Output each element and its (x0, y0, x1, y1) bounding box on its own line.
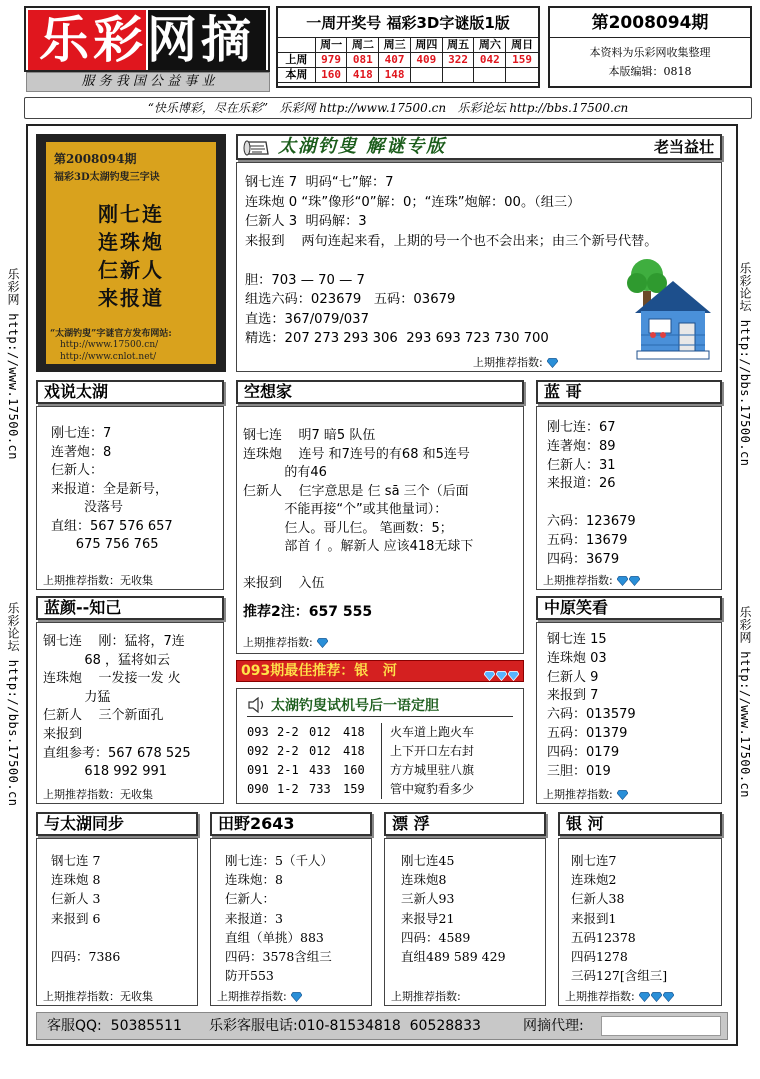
side-right-top: 乐彩论坛 http://bbs.17500.cn (738, 262, 752, 467)
shiji-row (247, 780, 511, 799)
text-line: 四码：4589 (401, 929, 471, 945)
text-line: 刚七连：5（千人） (225, 853, 333, 868)
draw-table-cell: 979 (316, 53, 348, 67)
side-right-bottom: 乐彩网 http://www.17500.cn (738, 606, 752, 798)
text-line: 仨新人 3 (51, 891, 101, 907)
text-line: 六码：013579 (547, 707, 636, 723)
shiji-sj: 2-1 (277, 763, 299, 777)
kongxiang-rating: 上期推荐指数: (243, 636, 313, 649)
text-line: 组选六码：023679 五码：03679 (245, 292, 456, 307)
issue-number: 第2008094期 (550, 8, 750, 38)
text-line: 连珠炮 03 (547, 650, 607, 666)
draw-table-cell: 周四 (411, 38, 443, 52)
text-line: 来报到 入伍 (243, 576, 325, 591)
issue-editor: 本版编辑：0818 (608, 65, 692, 78)
draw-table-cell (443, 68, 475, 82)
side-left-top: 乐彩网 http://www.17500.cn (6, 268, 20, 460)
text-line: 直选：367/079/037 (245, 311, 369, 327)
draw-table-cell: 159 (512, 53, 533, 66)
section-lanyan-body (36, 622, 224, 804)
text-line: 连珠炮 连号 和7连号的有68 和5连号 (243, 446, 470, 462)
draw-table-cell: 148 (379, 68, 411, 82)
shiji-kj: 160 (343, 763, 365, 777)
text-line: 675 756 765 (51, 537, 159, 552)
poem-issue: 第2008094期 (54, 152, 137, 166)
draw-table-cell: 周一 (316, 38, 348, 52)
text-line: 仨新人 三个新面孔 (43, 708, 164, 724)
diamond-icon (317, 638, 328, 648)
section-zhongyuan-header: 中原笑看 (536, 596, 722, 620)
section-yinhe-body (558, 838, 722, 1006)
draw-table-cell: 407 (379, 53, 411, 67)
section-zhongyuan-body (536, 622, 722, 804)
diamond-icon (496, 671, 507, 681)
main-header (236, 134, 722, 160)
text-line: 来报道：全是新号， (51, 481, 169, 497)
issue-note: 本资料为乐彩网收集整理 (589, 46, 711, 59)
text-line: 连著炮：8 (51, 444, 112, 460)
kongxiang-bold: 推荐2注：657 555 (243, 604, 373, 620)
text-line: 胆：703 — 70 — 7 (245, 272, 365, 288)
poem-line: 仨新人 (98, 258, 164, 282)
text-line: 钢七连 7 (51, 853, 101, 868)
main-title: 太湖钓叟 解谜专版 (278, 136, 447, 157)
text-line: 仨新人 3 明码解：3 (245, 214, 367, 229)
text-line: 四码：7386 (51, 948, 121, 964)
text-line: 精选：207 273 293 306 293 693 723 730 700 (245, 331, 549, 346)
text-line: 四码：3679 (547, 551, 620, 567)
draw-table-cell: 周二 (347, 38, 379, 52)
text-line: 三码127[含组三] (571, 968, 668, 984)
draw-table-cell: 上周 (278, 53, 316, 67)
draw-table (276, 6, 540, 88)
section-lange-header: 蓝 哥 (536, 380, 722, 404)
lange-rating: 上期推荐指数: (543, 574, 613, 587)
logo-text: 乐彩网摘 (39, 10, 255, 69)
yinhe-rating: 上期推荐指数: (565, 990, 635, 1003)
main-body (236, 162, 722, 372)
text-line: 刚七连：67 (547, 420, 616, 435)
section-tianye-body (210, 838, 372, 1006)
draw-table-cell (506, 68, 538, 82)
text-line: 刚七连：7 (51, 426, 112, 441)
shiji-sj: 2-2 (277, 725, 299, 739)
text-line: 没落号 (51, 500, 124, 515)
text-line: 五码12378 (571, 929, 636, 945)
draw-table-title: 一周开奖号 福彩3D字谜版1版 (278, 8, 538, 38)
diamond-icon (508, 671, 519, 681)
text-line: 刚七连45 (401, 853, 455, 868)
shiji-id: 090 (247, 782, 269, 796)
section-kongxiang-header: 空想家 (236, 380, 524, 404)
lanyan-rating: 上期推荐指数：无收集 (43, 788, 153, 801)
text-line: 连珠炮 一发接一发 火 (43, 671, 181, 687)
section-piaofu-body (384, 838, 546, 1006)
section-kongxiang-body (236, 406, 524, 654)
side-left-bottom: 乐彩论坛 http://bbs.17500.cn (6, 602, 20, 807)
shiji-num: 012 (309, 725, 331, 739)
diamond-icon (617, 576, 628, 586)
text-line: 仨新人 仨字意思是 仨 sā 三个（后面 (243, 483, 469, 499)
diamond-icon (291, 992, 302, 1002)
text-line: 来报到 两句连起来看，上期的号一个也不会出来；由三个新号代替。 (245, 233, 658, 249)
draw-table-cell: 409 (411, 53, 443, 67)
shiji-hint: 上下开口左右封 (381, 742, 511, 761)
main-rating-label: 上期推荐指数: (473, 356, 543, 369)
text-line: 力猛 (43, 689, 111, 705)
poem-line: 来报道 (98, 286, 164, 310)
poem-line: 连珠炮 (98, 230, 164, 254)
tianye-rating: 上期推荐指数: (217, 990, 287, 1003)
text-line: 五码：01379 (547, 725, 628, 741)
footer (36, 1012, 728, 1040)
diamond-icon (547, 358, 558, 368)
text-line: 不能再接“个”或其他量词）： (243, 502, 448, 517)
shiji-id: 092 (247, 744, 269, 758)
shiji-title: 太湖钓叟试机号后一语定胆 (271, 698, 439, 714)
text-line (245, 251, 657, 271)
text-line: 仨新人：31 (547, 457, 616, 473)
text-line: 来报到 6 (51, 910, 101, 926)
text-line (547, 494, 636, 513)
text-line: 连珠炮8 (401, 872, 447, 888)
draw-table-row (278, 68, 538, 83)
agent-field[interactable] (601, 1016, 721, 1036)
house-icon (623, 253, 713, 363)
section-lange-body (536, 406, 722, 590)
text-line: 六码：123679 (547, 513, 636, 529)
diamond-icon (663, 992, 674, 1002)
poem-subtitle: 福彩3D太湖钓叟三字诀 (54, 172, 160, 183)
draw-table-cell: 周日 (511, 38, 534, 51)
text-line: 部首 亻。解新人 应该418无球下 (243, 539, 474, 554)
shiji-num: 012 (309, 744, 331, 758)
piaofu-rating: 上期推荐指数: (391, 990, 461, 1003)
draw-table-cell: 周三 (379, 38, 411, 52)
tagline: “快乐博彩，尽在乐彩” 乐彩网 http://www.17500.cn 乐彩论坛 http://bbs.17500.cn (24, 97, 752, 119)
shiji-kj: 418 (343, 725, 365, 739)
text-line: 直组：567 576 657 (51, 518, 173, 534)
shiji-hint: 方方城里驻八旗 (381, 761, 511, 780)
draw-table-cell (411, 68, 443, 82)
text-line (243, 557, 473, 576)
text-line: 来报导21 (401, 910, 455, 926)
text-line: 仨新人： (51, 463, 104, 478)
xishuo-rating: 上期推荐指数：无收集 (43, 574, 153, 587)
shiji-id: 091 (247, 763, 269, 777)
footer-agent: 网摘代理: (523, 1018, 584, 1034)
section-xishuo-header: 戏说太湖 (36, 380, 224, 404)
text-line: 四码：0179 (547, 744, 620, 760)
section-yinhe-header: 银 河 (558, 812, 722, 836)
draw-table-row (278, 53, 538, 68)
text-line: 来报到 (43, 726, 83, 742)
footer-phone: 乐彩客服电话:010-81534818 60528833 (209, 1018, 481, 1034)
text-line: 仨人。哥儿仨。 笔画数：5； (243, 520, 453, 536)
text-line: 五码：13679 (547, 532, 628, 548)
poem-line: 刚七连 (98, 202, 164, 226)
diamond-icon (617, 790, 628, 800)
text-line: 钢七连 明7 暗5 队伍 (243, 428, 376, 443)
best-recommendation: 093期最佳推荐：银 河 (236, 660, 524, 682)
draw-table-cell: 081 (347, 53, 379, 67)
poem-site-label: “太湖钓叟”字谜官方发布网站: (50, 329, 172, 339)
section-lanyan-header: 蓝颜--知己 (36, 596, 224, 620)
shiji-sj: 2-2 (277, 744, 299, 758)
shiji-row (247, 761, 511, 780)
diamond-icon (651, 992, 662, 1002)
section-yutaihu-body (36, 838, 198, 1006)
poem-card (36, 134, 226, 372)
text-line: 来报到1 (571, 910, 617, 926)
draw-table-cell: 周五 (443, 38, 475, 52)
draw-table-cell: 322 (443, 53, 475, 67)
draw-table-cell (278, 38, 316, 52)
shiji-row (247, 723, 511, 742)
section-shiji (236, 688, 524, 804)
text-line: 618 992 991 (43, 764, 168, 780)
text-line: 钢七连 7 明码“七”解：7 (245, 175, 394, 190)
text-line: 防开553 (225, 968, 274, 984)
text-line: 仨新人38 (571, 891, 625, 907)
speaker-icon (247, 697, 267, 713)
section-xishuo-body (36, 406, 224, 590)
text-line: 的有46 (243, 465, 327, 480)
draw-table-header-row (278, 38, 538, 53)
text-line: 钢七连 刚：猛将，7连 (43, 634, 185, 649)
text-line: 仨新人： (225, 891, 276, 907)
section-tianye-header: 田野2643 (210, 812, 372, 836)
shiji-sj: 1-2 (277, 782, 299, 796)
text-line: 钢七连 15 (547, 632, 607, 647)
scroll-icon (242, 138, 272, 158)
text-line (51, 928, 120, 947)
text-line: 来报道：3 (225, 910, 283, 926)
text-line: 来报到 7 (547, 688, 599, 704)
logo (24, 6, 270, 72)
text-line: 连珠炮 8 (51, 872, 101, 888)
text-line: 四码：3578含组三 (225, 948, 332, 964)
text-line: 刚七连7 (571, 853, 617, 868)
section-yutaihu-header: 与太湖同步 (36, 812, 198, 836)
text-line: 直组489 589 429 (401, 948, 506, 964)
text-line: 来报道：26 (547, 476, 616, 492)
draw-table-cell: 周六 (474, 38, 506, 52)
text-line: 连珠炮 0 “珠”像形“0”解：0；“连珠”炮解：00。（组三） (245, 194, 581, 210)
text-line: 68 ，猛将如云 (43, 652, 170, 668)
poem-url-1[interactable]: http://www.17500.cn/ (60, 340, 159, 350)
draw-table-cell: 本周 (278, 68, 316, 82)
shiji-kj: 159 (343, 782, 365, 796)
slogan: 服 务 我 国 公 益 事 业 (26, 72, 270, 92)
main-author: 老当益壮 (653, 138, 714, 156)
section-piaofu-header: 漂 浮 (384, 812, 546, 836)
shiji-num: 733 (309, 782, 331, 796)
footer-qq: 客服QQ: 50385511 (47, 1018, 182, 1034)
text-line: 连珠炮：8 (225, 872, 283, 888)
shiji-id: 093 (247, 725, 269, 739)
diamond-icon (629, 576, 640, 586)
text-line: 直组（单挑）883 (225, 929, 324, 945)
zhongyuan-rating: 上期推荐指数: (543, 788, 613, 801)
draw-table-cell: 042 (474, 53, 506, 67)
diamond-icon (639, 992, 650, 1002)
text-line: 三胆：019 (547, 763, 611, 779)
yutaihu-rating: 上期推荐指数：无收集 (43, 990, 153, 1003)
draw-table-cell: 418 (347, 68, 379, 82)
shiji-hint: 火车道上跑火车 (381, 723, 511, 742)
shiji-hint: 管中窥豹看多少 (381, 780, 511, 799)
text-line: 四码1278 (571, 948, 628, 964)
text-line: 连珠炮2 (571, 872, 617, 888)
issue-box (548, 6, 752, 88)
text-line: 直组参考：567 678 525 (43, 745, 191, 761)
poem-url-2[interactable]: http://www.cnlot.net/ (60, 352, 157, 362)
shiji-kj: 418 (343, 744, 365, 758)
shiji-row (247, 742, 511, 761)
text-line: 仨新人 9 (547, 669, 599, 685)
draw-table-cell (474, 68, 506, 82)
diamond-icon (484, 671, 495, 681)
shiji-num: 433 (309, 763, 331, 777)
draw-table-cell: 160 (316, 68, 348, 82)
text-line: 三新人93 (401, 891, 455, 907)
text-line: 连著炮：89 (547, 438, 616, 454)
